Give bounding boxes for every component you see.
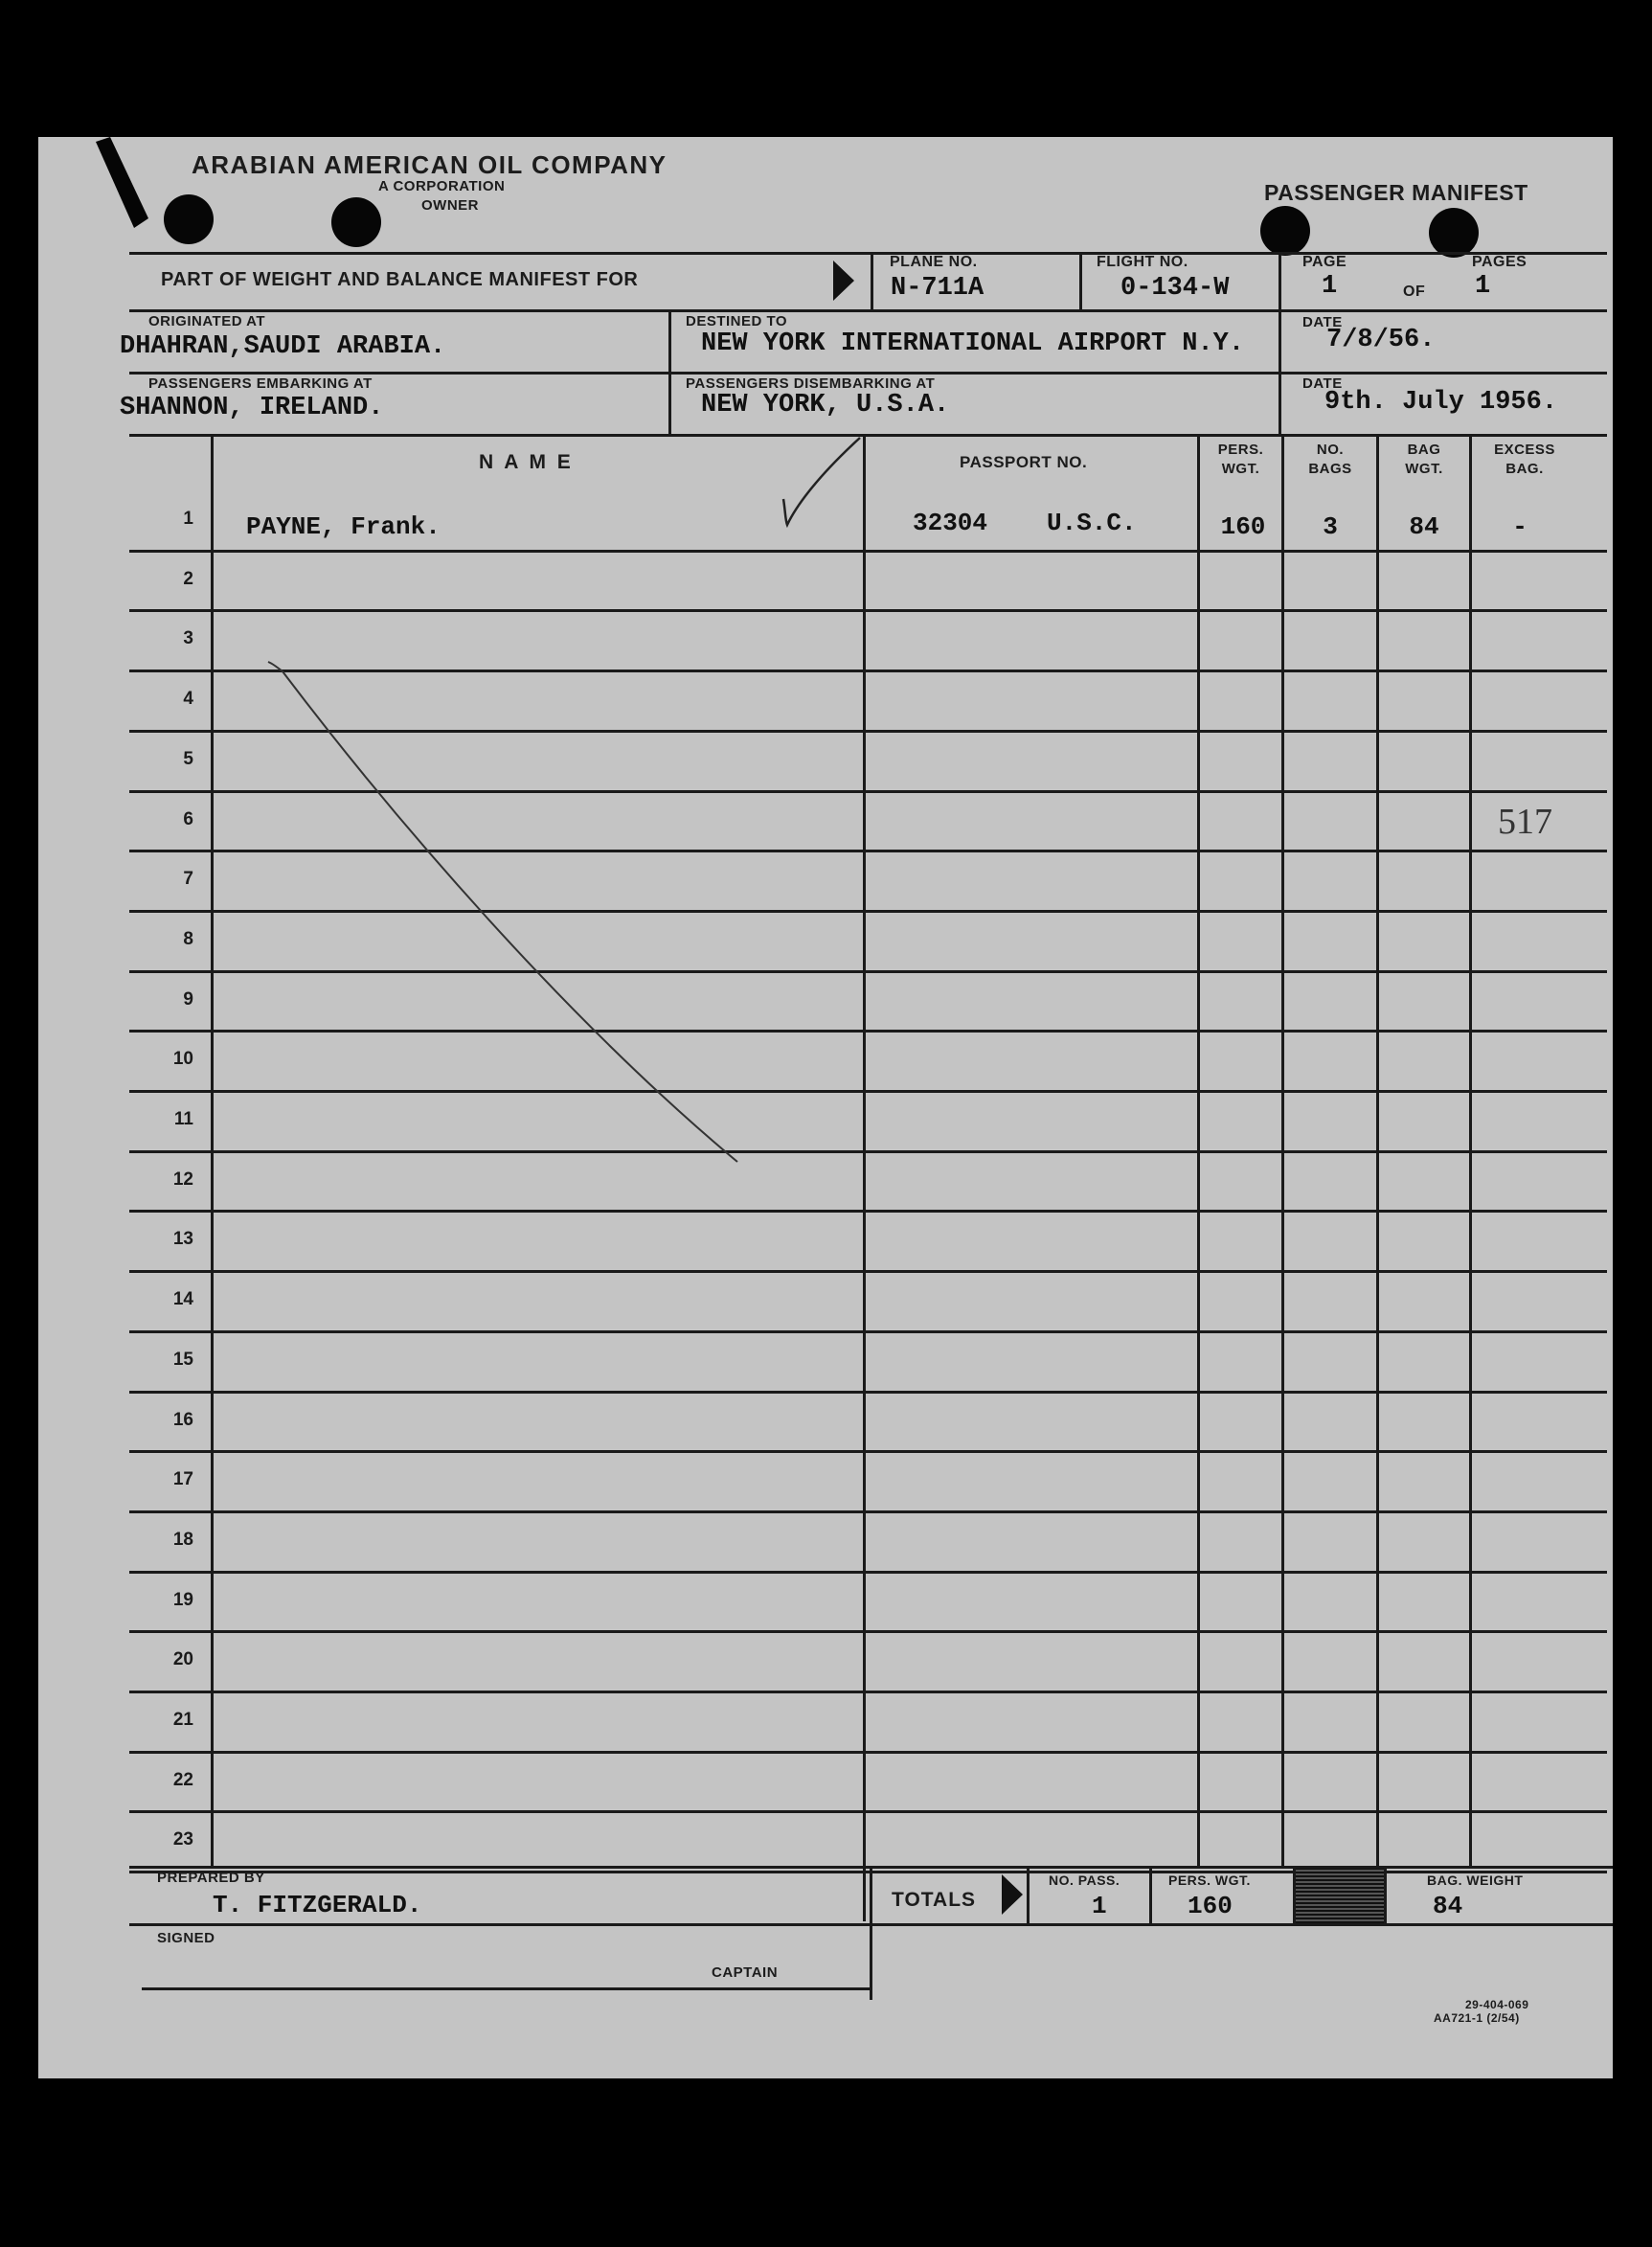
disembarking-at-label: PASSENGERS DISEMBARKING AT <box>686 375 936 392</box>
table-row-line <box>129 1571 1607 1574</box>
date-value-2: 9th. July 1956. <box>1324 388 1558 417</box>
date-label-1: DATE <box>1302 314 1343 330</box>
row-number: 17 <box>172 1469 193 1490</box>
destined-to-label: DESTINED TO <box>686 313 788 329</box>
owner-label: OWNER <box>421 197 479 214</box>
pers-wgt-value: 160 <box>1220 512 1266 541</box>
originated-at-label: ORIGINATED AT <box>148 313 266 329</box>
flight-no-value: 0-134-W <box>1120 274 1230 303</box>
punch-hole <box>1260 206 1310 256</box>
row-number: 18 <box>172 1529 193 1550</box>
pers-wgt-header-line-1: PERS. <box>1217 442 1264 458</box>
nationality: U.S.C. <box>1047 509 1137 537</box>
passport-number: 32304 <box>913 509 988 537</box>
row-number: 10 <box>172 1049 193 1070</box>
row-number: 13 <box>172 1229 193 1250</box>
totals-arrow-icon <box>998 1871 1027 1918</box>
totals-label: TOTALS <box>892 1889 977 1911</box>
row-number: 5 <box>183 748 193 769</box>
hatched-box <box>1296 1869 1384 1923</box>
check-mark <box>737 432 871 537</box>
no-bags-value: 3 <box>1323 512 1338 541</box>
row-number: 21 <box>172 1710 193 1730</box>
plane-no-value: N-711A <box>891 274 984 303</box>
flight-no-label: FLIGHT NO. <box>1097 254 1188 270</box>
prepared-by-value: T. FITZGERALD. <box>213 1891 422 1919</box>
table-row-line <box>129 550 1607 553</box>
row-number: 12 <box>172 1169 193 1190</box>
table-row-line <box>129 1270 1607 1273</box>
pencil-strike-line <box>259 654 795 1191</box>
pers-wgt-column-header <box>1200 441 1281 479</box>
table-row-line <box>129 1391 1607 1394</box>
corporation-label: A CORPORATION <box>378 178 506 194</box>
punch-hole <box>164 194 214 244</box>
no-bags-column-header <box>1284 441 1376 479</box>
part-of-label: PART OF WEIGHT AND BALANCE MANIFEST FOR <box>161 269 639 290</box>
row-number: 7 <box>183 869 193 890</box>
row-number: 4 <box>183 689 193 710</box>
excess-bag-value: - <box>1512 512 1528 541</box>
destined-to-value: NEW YORK INTERNATIONAL AIRPORT N.Y. <box>701 329 1245 358</box>
form-number-1: 29-404-069 <box>1465 1998 1529 2011</box>
passenger-name: PAYNE, Frank. <box>246 512 441 541</box>
manifest-page <box>38 137 1613 2078</box>
pers-wgt-header-line-2: WGT. <box>1221 461 1260 477</box>
row-number: 15 <box>172 1349 193 1370</box>
table-row-line <box>129 1450 1607 1453</box>
form-title: PASSENGER MANIFEST <box>1264 180 1528 205</box>
bag-weight-label: BAG. WEIGHT <box>1427 1872 1524 1888</box>
bag-wgt-value: 84 <box>1409 512 1439 541</box>
table-row-line <box>129 1210 1607 1213</box>
row-number: 3 <box>183 628 193 649</box>
row-number: 14 <box>172 1289 193 1310</box>
pages-label: PAGES <box>1472 254 1528 270</box>
torn-corner-mark <box>67 137 153 233</box>
embarking-at-label: PASSENGERS EMBARKING AT <box>148 375 373 392</box>
pages-value: 1 <box>1475 272 1491 301</box>
row-number: 2 <box>183 568 193 589</box>
total-pers-wgt-value: 160 <box>1188 1892 1233 1920</box>
no-pass-label: NO. PASS. <box>1049 1872 1120 1888</box>
row-number: 20 <box>172 1649 193 1670</box>
row-number: 23 <box>172 1829 193 1850</box>
table-row-line <box>129 1751 1607 1754</box>
row-number: 11 <box>173 1109 193 1129</box>
page-value: 1 <box>1322 272 1338 301</box>
no-bags-header-line-2: BAGS <box>1308 461 1352 477</box>
bag-wgt-column-header <box>1379 441 1469 479</box>
margin-note: 517 <box>1498 802 1552 842</box>
row-number: 19 <box>172 1589 193 1610</box>
arrow-right-icon <box>829 257 858 305</box>
pers-wgt-total-label: PERS. WGT. <box>1168 1872 1251 1888</box>
row-number: 22 <box>172 1769 193 1790</box>
punch-hole <box>1429 208 1479 258</box>
name-column-header: N A M E <box>479 451 574 473</box>
signed-label: SIGNED <box>157 1930 215 1946</box>
excess-header-line-1: EXCESS <box>1494 442 1555 458</box>
prepared-by-label: PREPARED BY <box>157 1870 265 1886</box>
no-bags-header-line-1: NO. <box>1316 442 1345 458</box>
table-row-line <box>129 1810 1607 1813</box>
passport-column-header: PASSPORT NO. <box>960 453 1088 471</box>
date-label-2: DATE <box>1302 375 1343 392</box>
originated-at-value: DHAHRAN,SAUDI ARABIA. <box>120 332 446 361</box>
disembarking-at-value: NEW YORK, U.S.A. <box>701 391 950 420</box>
excess-bag-column-header <box>1472 441 1577 479</box>
table-row-line <box>129 1330 1607 1333</box>
embarking-at-value: SHANNON, IRELAND. <box>120 394 384 422</box>
page-label: PAGE <box>1302 254 1347 270</box>
table-row-line <box>129 1510 1607 1513</box>
excess-header-line-2: BAG. <box>1505 461 1544 477</box>
total-pass-value: 1 <box>1092 1892 1107 1920</box>
row-number: 6 <box>183 808 193 829</box>
row-number: 8 <box>183 928 193 949</box>
bag-wgt-header-line-2: WGT. <box>1405 461 1443 477</box>
row-number: 1 <box>183 509 193 529</box>
form-number-2: AA721-1 (2/54) <box>1434 2011 1520 2025</box>
row-number: 16 <box>172 1409 193 1430</box>
total-bag-weight-value: 84 <box>1433 1892 1463 1920</box>
date-value-1: 7/8/56. <box>1326 326 1436 354</box>
table-row-line <box>129 609 1607 612</box>
bag-wgt-header-line-1: BAG <box>1407 442 1441 458</box>
punch-hole <box>331 197 381 247</box>
table-row-line <box>129 1630 1607 1633</box>
captain-label: CAPTAIN <box>712 1964 779 1981</box>
row-number: 9 <box>183 988 193 1010</box>
of-label: OF <box>1403 284 1426 300</box>
plane-no-label: PLANE NO. <box>890 254 978 270</box>
company-name: ARABIAN AMERICAN OIL COMPANY <box>192 150 668 179</box>
table-row-line <box>129 1691 1607 1693</box>
